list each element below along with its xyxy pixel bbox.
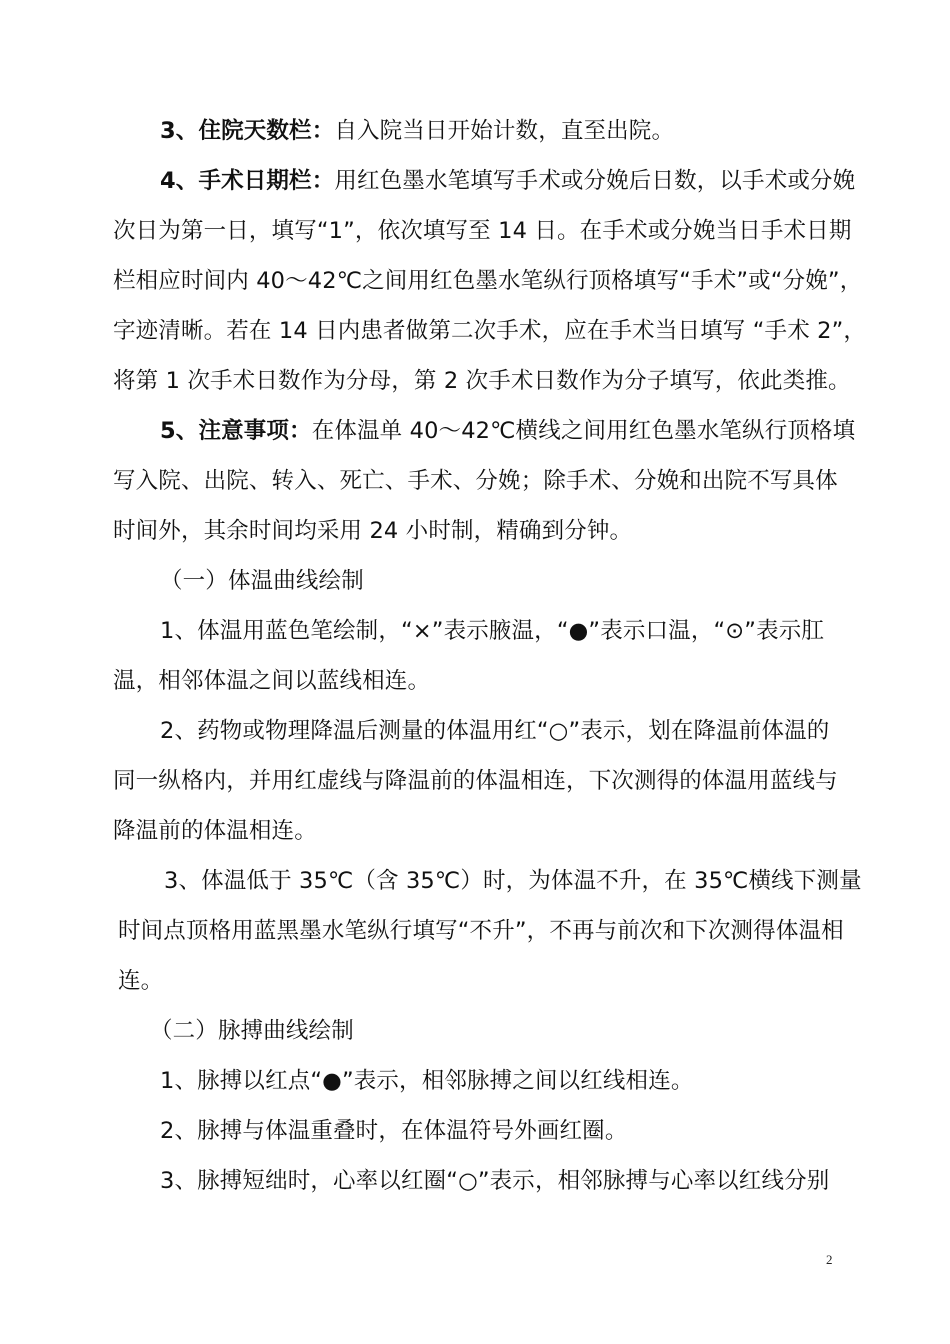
pulse-curve-title: （二）脉搏曲线绘制 <box>150 1018 354 1044</box>
section-5-text-1: 在体温单 40～42℃横线之间用红色墨水笔纵行顶格填 <box>311 418 856 444</box>
section-4-line-3: 栏相应时间内 40～42℃之间用红色墨水笔纵行顶格填写“手术”或“分娩”， <box>113 268 863 294</box>
section-4-heading: 4、手术日期栏： <box>160 168 335 194</box>
temperature-curve-title: （一）体温曲线绘制 <box>160 568 364 594</box>
temperature-item-3-line-3: 连。 <box>118 968 164 994</box>
pulse-item-1: 1、脉搏以红点“●”表示，相邻脉搏之间以红线相连。 <box>160 1068 694 1094</box>
section-4-line-2: 次日为第一日，填写“1”，依次填写至 14 日。在手术或分娩当日手术日期 <box>113 218 852 244</box>
section-5-line-3: 时间外，其余时间均采用 24 小时制，精确到分钟。 <box>113 518 633 544</box>
temperature-item-2-line-2: 同一纵格内，并用红虚线与降温前的体温相连，下次测得的体温用蓝线与 <box>113 768 838 794</box>
section-3-paragraph <box>160 114 674 148</box>
section-3-text: 自入院当日开始计数，直至出院。 <box>334 118 675 144</box>
section-5-line-2: 写入院、出院、转入、死亡、手术、分娩；除手术、分娩和出院不写具体 <box>113 468 838 494</box>
section-5-heading: 5、注意事项： <box>160 418 312 444</box>
temperature-item-2-line-1: 2、药物或物理降温后测量的体温用红“○”表示，划在降温前体温的 <box>160 718 830 744</box>
section-4-line-1 <box>160 164 855 198</box>
pulse-item-3: 3、脉搏短绌时，心率以红圈“○”表示，相邻脉搏与心率以红线分别 <box>160 1168 830 1194</box>
pulse-item-2: 2、脉搏与体温重叠时，在体温符号外画红圈。 <box>160 1118 628 1144</box>
temperature-item-1-line-2: 温，相邻体温之间以蓝线相连。 <box>113 668 431 694</box>
temperature-item-3-line-2: 时间点顶格用蓝黑墨水笔纵行填写“不升”，不再与前次和下次测得体温相 <box>118 918 844 944</box>
section-4-line-5: 将第 1 次手术日数作为分母，第 2 次手术日数作为分子填写，依此类推。 <box>113 368 851 394</box>
temperature-item-1-line-1: 1、体温用蓝色笔绘制，“×”表示腋温，“●”表示口温，“⊙”表示肛 <box>160 618 825 644</box>
temperature-item-2-line-3: 降温前的体温相连。 <box>113 818 317 844</box>
section-5-line-1 <box>160 414 855 448</box>
page-number: 2 <box>826 1252 833 1267</box>
section-4-line-4: 字迹清晰。若在 14 日内患者做第二次手术，应在手术当日填写 “手术 2”， <box>113 318 867 344</box>
section-3-heading: 3、住院天数栏： <box>160 118 335 144</box>
section-4-text-1: 用红色墨水笔填写手术或分娩后日数，以手术或分娩 <box>334 168 856 194</box>
temperature-item-3-line-1: 3、体温低于 35℃（含 35℃）时，为体温不升，在 35℃横线下测量 <box>164 868 862 894</box>
